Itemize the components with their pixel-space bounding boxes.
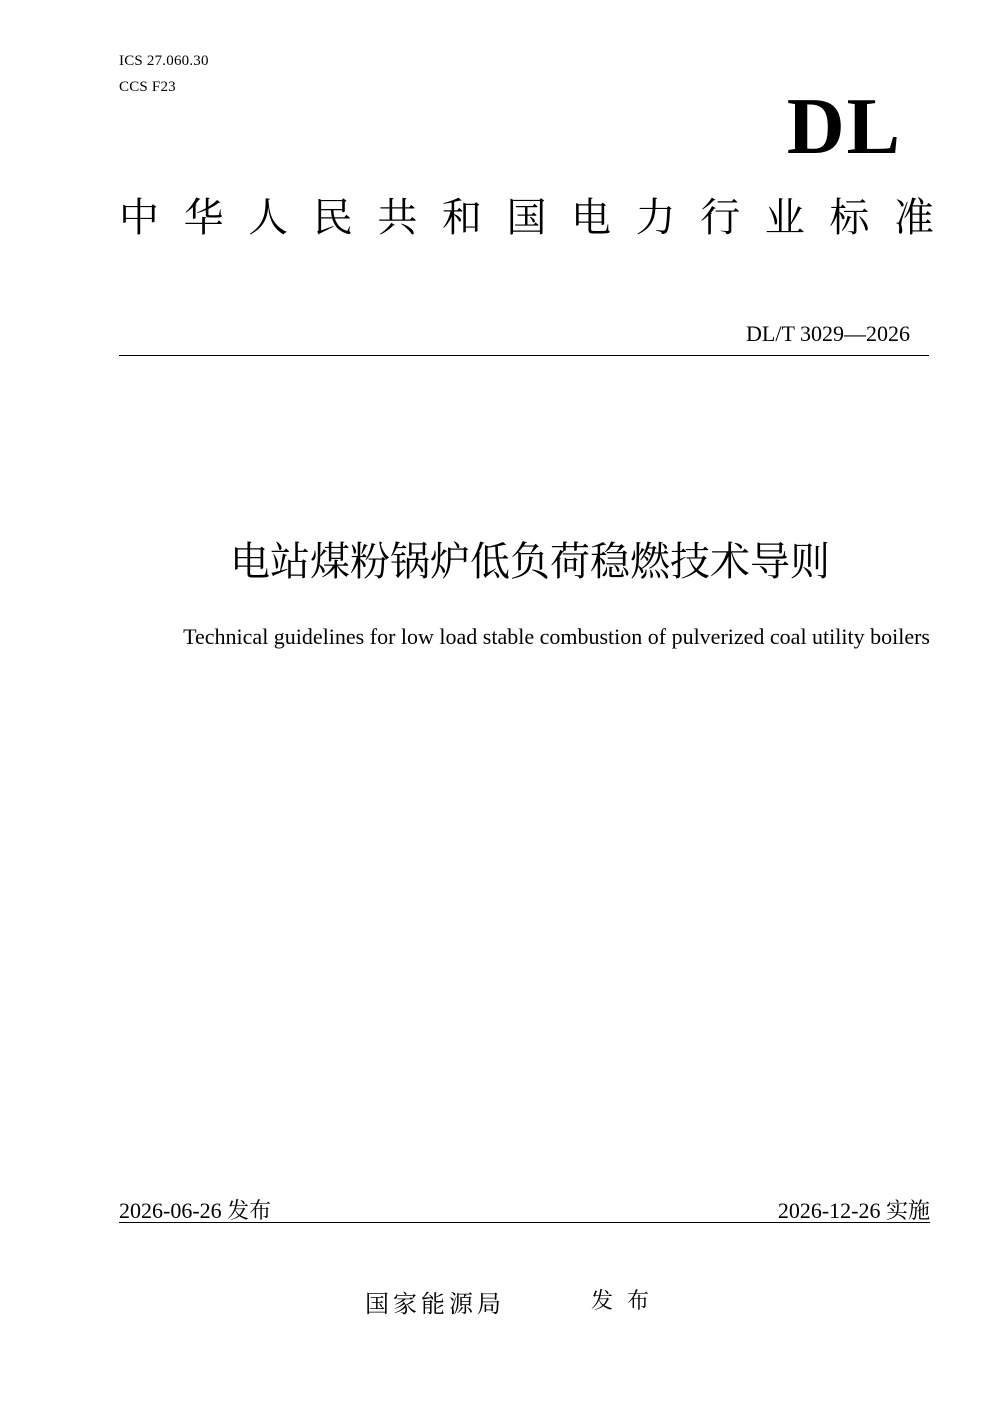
document-title-en: Technical guidelines for low load stable combustion of pulverized coal utility boilers [183,624,930,649]
national-title-char: 电 [571,195,612,241]
national-title-char: 准 [893,195,934,241]
national-title-char: 和 [441,195,482,241]
national-title-char: 中 [119,195,159,241]
national-title-char: 力 [635,195,676,241]
document-title-zh: 电站煤粉锅炉低负荷稳燃技术导则 [230,539,830,585]
national-title-char: 共 [377,195,418,241]
implementation-date: 2026-12-26 实施 [777,1198,930,1223]
national-title-char: 人 [248,195,289,241]
national-title-char: 民 [312,195,353,241]
issuing-authority: 国家能源局 [365,1290,505,1318]
bottom-divider [119,1222,930,1223]
national-title-char: 标 [829,195,870,241]
national-title-char: 业 [764,195,805,241]
national-title-char: 国 [506,195,547,241]
issue-label: 发布 [591,1289,664,1314]
dl-standard-mark: DL [786,83,902,171]
ics-code: ICS 27.060.30 [119,53,209,69]
national-standard-title [119,190,934,246]
publish-date: 2026-06-26 发布 [119,1198,272,1223]
ccs-code: CCS F23 [119,79,176,95]
standard-number: DL/T 3029—2026 [746,321,910,346]
top-divider [119,355,929,356]
national-title-char: 华 [183,195,224,241]
national-title-char: 行 [700,195,741,241]
